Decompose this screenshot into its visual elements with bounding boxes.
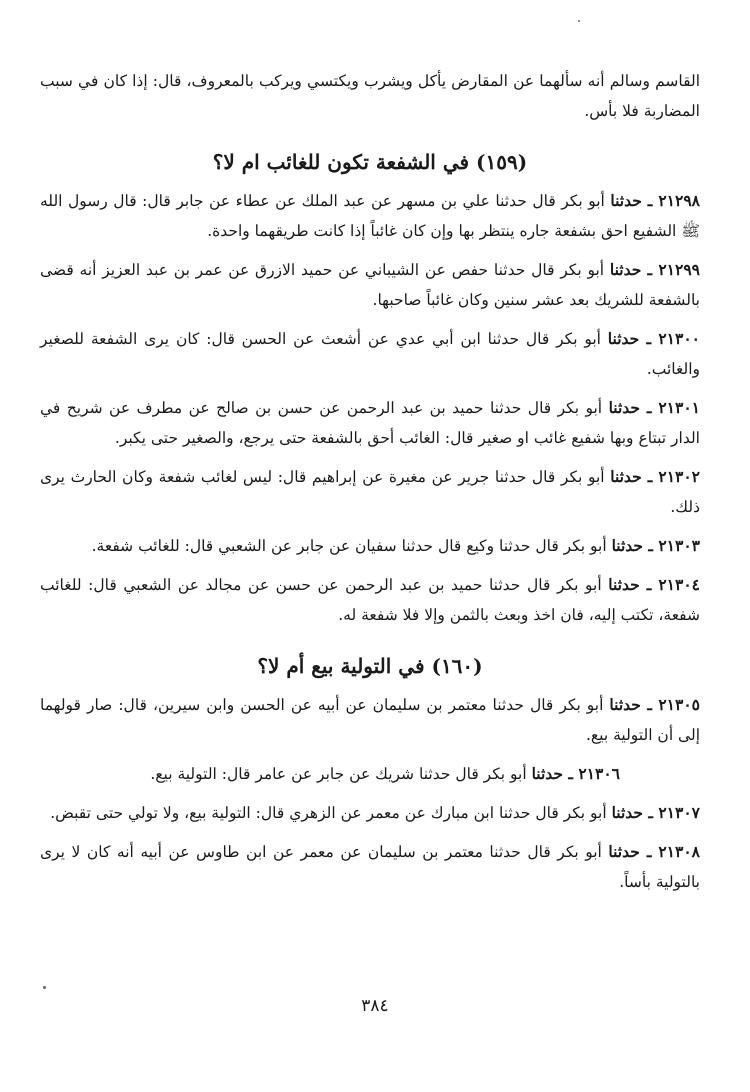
hadith-text: أبو بكر قال حدثنا معتمر بن سليمان عن معمر عن ابن طاوس عن أبيه أنه كان لا يرى بالتولية بأساً. bbox=[40, 843, 700, 891]
hadith-number: ٢١٢٩٩ bbox=[658, 260, 700, 279]
scan-speck bbox=[43, 986, 46, 989]
hadith-separator: ـ bbox=[639, 329, 659, 348]
hadith-lead: حدثنا bbox=[608, 575, 640, 594]
hadith-separator: ـ bbox=[640, 695, 659, 714]
hadith-text: أبو بكر قال حدثنا وكيع قال حدثنا سفيان عن جابر عن الشعبي قال: للغائب شفعة. bbox=[91, 537, 607, 555]
hadith-text: أبو بكر قال حدثنا حميد بن عبد الرحمن عن حسن عن مجالد عن الشعبي قال: للغائب شفعة، تكتب إليه، فان اخذ وبعث بالثمن وإلا فلا شفعة له. bbox=[40, 576, 700, 624]
hadith-text: أبو بكر قال حدثنا ابن أبي عدي عن أشعث عن الحسن قال: كان يرى الشفعة للصغير والغائب. bbox=[40, 330, 700, 378]
hadith-number: ٢١٣٠٧ bbox=[658, 803, 700, 822]
section-heading-160: (١٦٠) في التولية بيع أم لا؟ bbox=[257, 654, 483, 678]
hadith-entry bbox=[40, 690, 700, 750]
hadith-text: أبو بكر قال حدثنا حميد بن عبد الرحمن عن حسن بن صالح عن مطرف عن شريح في الدار تبتاع وبها شفيع غائب او صغير قال: الغائب أحق بالشفعة حتى يرجع، والصغير حتى يكبر. bbox=[40, 399, 700, 447]
hadith-separator: ـ bbox=[641, 191, 659, 210]
hadith-entry bbox=[40, 837, 700, 897]
page-number: ٣٨٤ bbox=[361, 996, 389, 1016]
hadith-lead: حدثنا bbox=[609, 260, 642, 279]
hadith-entry bbox=[40, 531, 700, 561]
hadith-number: ٢١٣٠٣ bbox=[658, 536, 700, 555]
scan-speck bbox=[578, 20, 580, 22]
hadith-lead: حدثنا bbox=[608, 842, 640, 861]
hadith-number: ٢١٣٠٢ bbox=[658, 467, 701, 486]
hadith-text: أبو بكر قال حدثنا شريك عن جابر عن عامر قال: التولية بيع. bbox=[150, 765, 527, 783]
hadith-entry bbox=[40, 186, 700, 246]
hadith-entry bbox=[40, 570, 700, 630]
hadith-separator: ـ bbox=[639, 575, 659, 594]
hadith-separator: ـ bbox=[563, 764, 579, 783]
hadith-entry bbox=[40, 462, 700, 522]
hadith-separator: ـ bbox=[639, 842, 659, 861]
hadith-lead: حدثنا bbox=[611, 803, 644, 822]
hadith-text: أبو بكر قال حدثنا ابن مبارك عن معمر عن الزهري قال: التولية بيع، ولا تولي حتى تقبض. bbox=[50, 804, 607, 822]
hadith-lead: حدثنا bbox=[607, 329, 640, 348]
hadith-number: ٢١٢٩٨ bbox=[658, 191, 700, 210]
hadith-separator: ـ bbox=[641, 467, 659, 486]
hadith-number: ٢١٣٠٦ bbox=[578, 764, 620, 783]
hadith-entry bbox=[40, 798, 700, 828]
hadith-entry bbox=[40, 759, 700, 789]
hadith-text: أبو بكر قال حدثنا جرير عن مغيرة عن إبراهيم قال: ليس لغائب شفعة وكان الحارث يرى ذلك. bbox=[40, 468, 700, 516]
hadith-separator: ـ bbox=[640, 398, 659, 417]
hadith-number: ٢١٣٠١ bbox=[658, 398, 700, 417]
hadith-entry bbox=[40, 393, 700, 453]
hadith-lead: حدثنا bbox=[608, 398, 640, 417]
hadith-entry bbox=[40, 324, 700, 384]
hadith-separator: ـ bbox=[641, 260, 659, 279]
hadith-number: ٢١٣٠٠ bbox=[658, 329, 700, 348]
hadith-lead: حدثنا bbox=[609, 695, 641, 714]
hadith-entry bbox=[40, 255, 700, 315]
hadith-number: ٢١٣٠٨ bbox=[658, 842, 700, 861]
hadith-lead: حدثنا bbox=[610, 191, 642, 210]
section-heading-159: (١٥٩) في الشفعة تكون للغائب ام لا؟ bbox=[212, 150, 528, 174]
hadith-lead: حدثنا bbox=[611, 536, 644, 555]
hadith-text: أبو بكر قال حدثنا معتمر بن سليمان عن أبيه عن الحسن وابن سيرين، قال: صار قولهما إلى أن التولية بيع. bbox=[40, 696, 700, 744]
hadith-lead: حدثنا bbox=[610, 467, 642, 486]
hadith-number: ٢١٣٠٤ bbox=[658, 575, 700, 594]
hadith-separator: ـ bbox=[643, 803, 659, 822]
hadith-separator: ـ bbox=[643, 536, 659, 555]
intro-paragraph: القاسم وسالم أنه سألهما عن المقارض يأكل ويشرب ويكتسي ويركب بالمعروف، قال: إذا كان في سبب المضاربة فلا بأس. bbox=[40, 72, 700, 120]
hadith-number: ٢١٣٠٥ bbox=[658, 695, 700, 714]
hadith-text: أبو بكر قال حدثنا حفص عن الشيباني عن حميد الازرق عن عمر بن عبد العزيز أنه قضى بالشفعة للشريك بعد عشر سنين وكان غائباً صاحبها. bbox=[40, 261, 700, 309]
hadith-lead: حدثنا bbox=[531, 764, 564, 783]
document-page bbox=[40, 66, 700, 906]
hadith-text: أبو بكر قال حدثنا علي بن مسهر عن عبد الملك عن عطاء عن جابر قال: قال رسول الله ﷺ الشفيع احق بشفعة جاره ينتظر بها وإن كان غائباً إذا كانت طريقهما واحدة. bbox=[40, 192, 700, 240]
